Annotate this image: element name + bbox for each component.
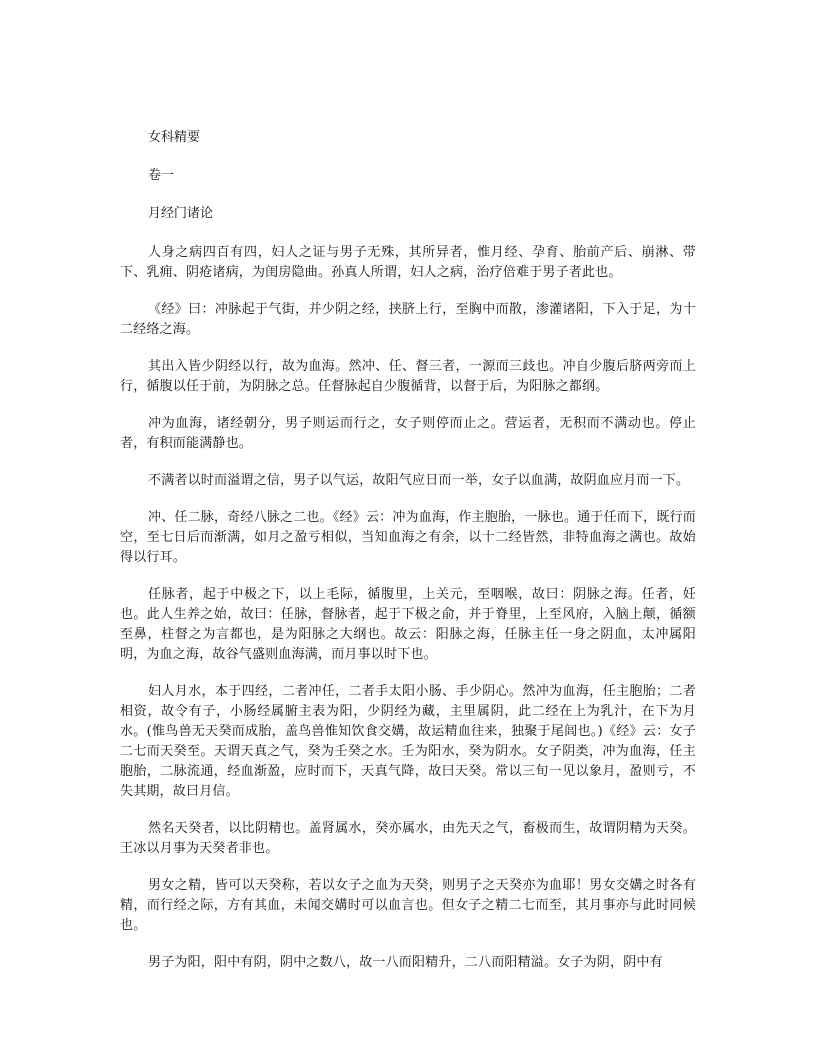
section-heading: 月经门诸论 — [148, 206, 214, 221]
paragraph: 男女之精，皆可以天癸称，若以女子之血为天癸，则男子之天癸亦为血耶！男女交媾之时各有精，而行经之际，方有其血，未闻交媾时可以血言也。但女子之精二七而至，其月事亦与此时同候也。 — [120, 878, 696, 933]
paragraph: 冲、任二脉，奇经八脉之二也。《经》云：冲为血海，作主胞胎，一脉也。通于任而下，既行而空，至七日后而渐满，如月之盈亏相似，当知血海之有余，以十二经皆然，非特血海之满也。故始得以行耳。 — [120, 510, 696, 565]
paragraph: 不满者以时而溢谓之信，男子以气运，故阳气应日而一举，女子以血满，故阴血应月而一下。 — [148, 473, 690, 488]
paragraph: 然名天癸者，以比阴精也。盖肾属水，癸亦属水，由先天之气，畜极而生，故谓阴精为天癸。王冰以月事为天癸者非也。 — [120, 821, 696, 856]
paragraph: 妇人月水，本于四经，二者冲任，二者手太阳小肠、手少阴心。然冲为血海，任主胞胎；二者相资，故令有子，小肠经属腑主表为阳，少阴经为藏，主里属阴，此二经在上为乳汁，在下为月水。(惟鸟兽无天癸而成胎，盖鸟兽惟知饮食交媾，故运精血往来，独聚于尾闾也。)《经》云：女子二七而天癸至。天谓天真之气，癸为壬癸之水。壬为阳水，癸为阴水。女子阴类，冲为血海，任主胞胎，二脉流通，经血渐盈，应时而下，天真气降，故曰天癸。常以三旬一见以象月，盈则亏，不失其期，故曰月信。 — [120, 684, 696, 799]
volume-heading: 卷一 — [148, 168, 175, 183]
paragraph: 人身之病四百有四，妇人之证与男子无殊，其所异者，惟月经、孕育、胎前产后、崩淋、带下、乳痈、阴疮诸病，为闺房隐曲。孙真人所谓，妇人之病，治疗倍难于男子者此也。 — [120, 245, 696, 280]
paragraph: 任脉者，起于中极之下，以上毛际，循腹里，上关元，至咽喉，故曰：阴脉之海。任者，妊也。此人生养之始，故曰：任脉，督脉者，起于下极之俞，并于脊里，上至风府，入脑上颠，循额至鼻，柱督之为言都也，是为阳脉之大纲也。故云：阳脉之海，任脉主任一身之阴血，太冲属阳明，为血之海，故谷气盛则血海满，而月事以时下也。 — [120, 587, 696, 662]
document-page — [120, 128, 696, 990]
paragraph: 其出入皆少阴经以行，故为血海。然冲、任、督三者，一源而三歧也。冲自少腹后脐两旁而上行，循腹以任于前，为阴脉之总。任督脉起自少腹循背，以督于后，为阳脉之都纲。 — [120, 359, 696, 394]
paragraph: 《经》曰：冲脉起于气街，并少阴之经，挟脐上行，至胸中而散，渗灌诸阳，下入于足，为十二经络之海。 — [120, 302, 696, 337]
paragraph: 男子为阳，阳中有阴，阴中之数八，故一八而阳精升，二八而阳精溢。女子为阴，阴中有 — [148, 955, 663, 970]
document-title: 女科精要 — [148, 130, 201, 145]
paragraph: 冲为血海，诸经朝分，男子则运而行之，女子则停而止之。营运者，无积而不满动也。停止者，有积而能满静也。 — [120, 416, 696, 451]
